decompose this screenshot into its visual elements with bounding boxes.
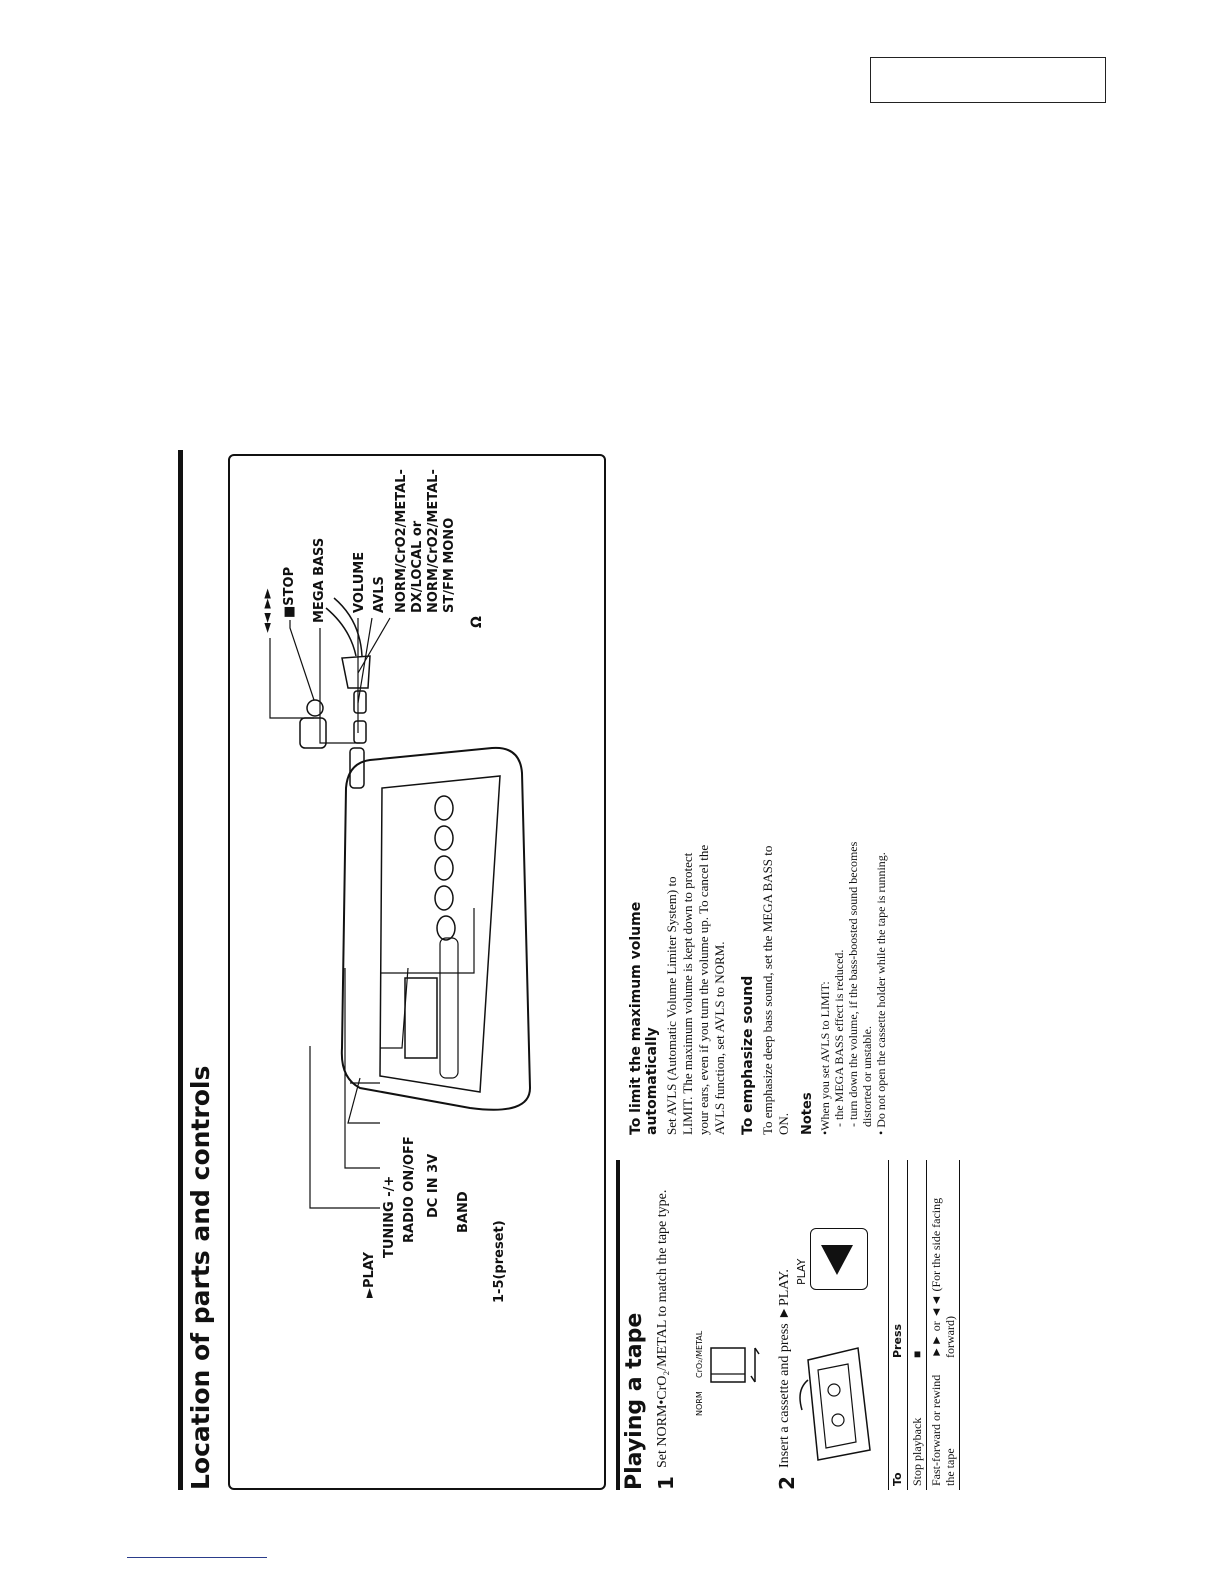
- col-to: To: [891, 1472, 904, 1486]
- avls-heading: To limit the maximum volume automatically: [628, 901, 660, 1135]
- headphone-icon: Ω: [469, 616, 485, 628]
- step-2-number: 2: [775, 1476, 799, 1490]
- row-press: ■: [910, 1350, 924, 1358]
- row-press: ►► or ◄◄ (For the side facing forward): [929, 1197, 957, 1358]
- step-2-text: Insert a cassette and press ►PLAY.: [777, 1269, 792, 1468]
- section-title-playing: Playing a tape: [622, 1312, 647, 1490]
- switch-norm-label: NORM: [695, 1391, 704, 1416]
- label-band: BAND: [456, 1191, 471, 1233]
- label-radio-on-off: RADIO ON/OFF: [402, 1136, 417, 1243]
- label-dx-local: DX/LOCAL or: [410, 520, 425, 613]
- label-ff-rew: ◄◄ ►►: [260, 588, 275, 633]
- label-norm-2: NORM/CrO2/METAL-: [426, 469, 441, 613]
- avls-text: Set AVLS (Automatic Volume Limiter System) to LIMIT. The maximum volume is kept down to protect your ears, even if you turn the volume up. To cancel the AVLS function, set AVLS to NORM.: [664, 844, 727, 1135]
- manual-page: [170, 450, 957, 1490]
- controls-table: [888, 1160, 960, 1490]
- blank-frame: [870, 57, 1106, 103]
- play-button-label: PLAY: [795, 1258, 808, 1285]
- footer-rule: [127, 1557, 267, 1558]
- notes-heading: Notes: [800, 1092, 815, 1135]
- label-mega-bass: MEGA BASS: [312, 537, 327, 623]
- label-avls: AVLS: [372, 576, 387, 613]
- switch-icon: [705, 1300, 765, 1420]
- label-dc-in: DC IN 3V: [426, 1153, 441, 1218]
- section-title-location: Location of parts and controls: [186, 1065, 215, 1490]
- step-1-text: Set NORM•CrO₂/METAL to match the tape type.: [655, 1189, 670, 1468]
- note-2: - the MEGA BASS effect is reduced.: [832, 949, 846, 1127]
- play-triangle-icon: [811, 1233, 863, 1289]
- title-rule: [178, 450, 183, 1490]
- parts-diagram-frame: [228, 454, 606, 1490]
- row-to: Fast-forward or rewind the tape: [929, 1374, 957, 1486]
- note-3: - turn down the volume, if the bass-boosted sound becomes distorted or unstable.: [846, 841, 874, 1127]
- note-1: •When you set AVLS to LIMIT:: [818, 981, 832, 1135]
- bass-heading: To emphasize sound: [740, 975, 756, 1135]
- label-stop: ■STOP: [282, 566, 297, 618]
- play-button-illustration: [795, 1228, 868, 1290]
- label-play: ►PLAY: [362, 1251, 377, 1298]
- table-row: [927, 1160, 960, 1490]
- label-preset: 1-5(preset): [492, 1220, 507, 1303]
- label-tuning: TUNING -/+: [382, 1175, 397, 1258]
- table-row: [908, 1160, 927, 1490]
- col-press: Press: [891, 1323, 904, 1358]
- tape-type-switch: [695, 1300, 765, 1420]
- cassette-insert-illustration: [798, 1340, 878, 1470]
- playing-rule: [616, 1160, 620, 1490]
- note-4: • Do not open the cassette holder while the tape is running.: [874, 852, 888, 1135]
- switch-cro2-label: CrO₂/METAL: [695, 1330, 704, 1378]
- bass-text: To emphasize deep bass sound, set the MEGA BASS to ON.: [760, 845, 791, 1135]
- label-st-fm-mono: ST/FM MONO: [442, 517, 457, 613]
- label-volume: VOLUME: [352, 551, 367, 613]
- row-to: Stop playback: [910, 1417, 924, 1486]
- label-norm-1: NORM/CrO2/METAL-: [394, 469, 409, 613]
- step-1-number: 1: [654, 1476, 678, 1490]
